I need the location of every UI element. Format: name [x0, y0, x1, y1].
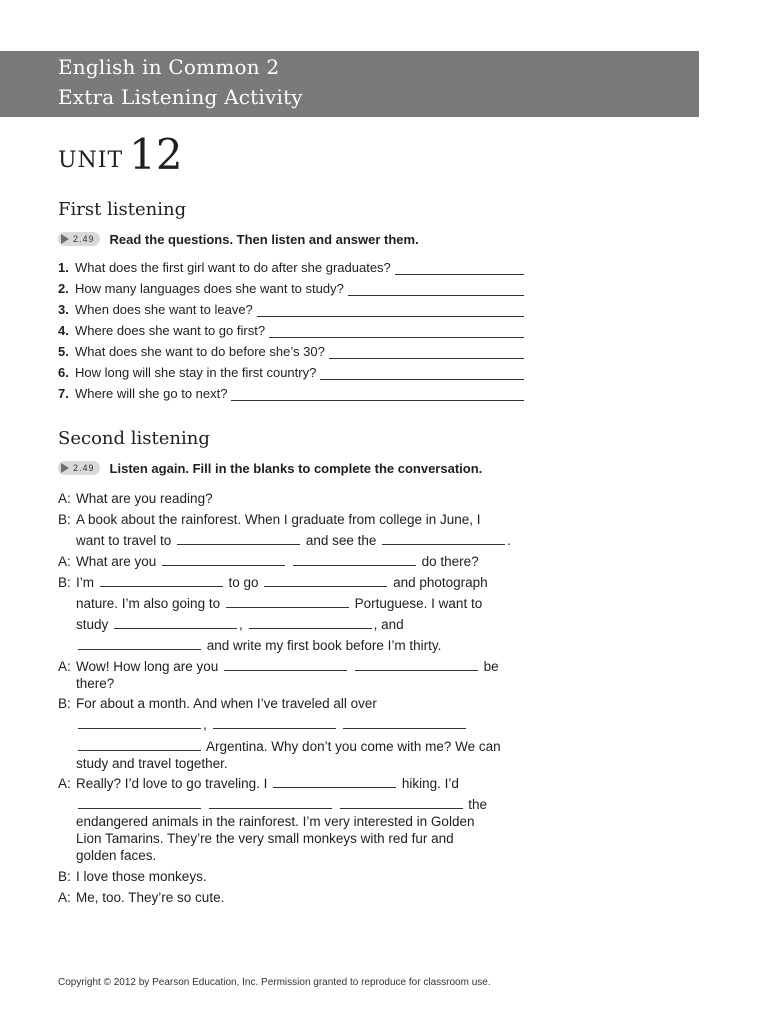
fill-blank[interactable]	[209, 796, 332, 809]
dialogue-text: endangered animals in the rainforest. I’m very interested in Golden	[76, 814, 475, 829]
dialogue-line	[58, 695, 377, 712]
dialogue-text: What are you reading?	[76, 491, 213, 506]
unit-word: UNIT	[58, 148, 124, 173]
dialogue-line	[76, 830, 454, 847]
dialogue-text: do there?	[421, 554, 479, 569]
fill-blank[interactable]	[78, 637, 201, 650]
question-text: How long will she stay in the first country?	[75, 365, 317, 380]
question-1	[58, 260, 524, 275]
dialogue-line	[58, 574, 488, 591]
question-text: What does the first girl want to do after she graduates?	[75, 260, 391, 275]
question-3	[58, 302, 524, 317]
audio-track-icon[interactable]	[58, 232, 100, 246]
fill-blank[interactable]	[177, 532, 300, 545]
dialogue-line	[76, 847, 156, 864]
dialogue-text: .	[507, 533, 511, 548]
dialogue-text: hiking. I’d	[401, 776, 459, 791]
dialogue-text: the	[468, 797, 488, 812]
speaker-label: A:	[58, 659, 71, 674]
dialogue-line	[58, 889, 224, 906]
speaker-label: A:	[58, 890, 71, 905]
dialogue-text: be	[483, 659, 499, 674]
dialogue-line	[76, 755, 228, 772]
question-text: When does she want to leave?	[75, 302, 253, 317]
answer-blank[interactable]	[269, 325, 524, 338]
fill-blank[interactable]	[382, 532, 505, 545]
question-number: 5.	[58, 344, 69, 359]
track-number: 2.49	[73, 463, 95, 473]
dialogue-line	[58, 775, 459, 792]
second-listening-heading: Second listening	[58, 428, 210, 449]
fill-blank[interactable]	[213, 716, 336, 729]
activity-title: Extra Listening Activity	[58, 85, 303, 109]
question-number: 4.	[58, 323, 69, 338]
dialogue-line	[76, 796, 487, 813]
fill-blank[interactable]	[226, 595, 349, 608]
dialogue-text: to go	[228, 575, 259, 590]
fill-blank[interactable]	[162, 553, 285, 566]
fill-blank[interactable]	[78, 738, 201, 751]
question-number: 3.	[58, 302, 69, 317]
answer-blank[interactable]	[329, 346, 524, 359]
question-5	[58, 344, 524, 359]
fill-blank[interactable]	[249, 616, 372, 629]
question-6	[58, 365, 524, 380]
answer-blank[interactable]	[231, 388, 524, 401]
dialogue-text: study and travel together.	[76, 756, 228, 771]
dialogue-line	[76, 595, 482, 612]
speaker-label: B:	[58, 696, 71, 711]
question-number: 6.	[58, 365, 69, 380]
speaker-label: A:	[58, 554, 71, 569]
answer-blank[interactable]	[320, 367, 524, 380]
unit-heading	[58, 130, 183, 179]
question-text: How many languages does she want to study?	[75, 281, 344, 296]
answer-blank[interactable]	[395, 262, 524, 275]
speaker-label: B:	[58, 575, 71, 590]
instruction-text: Listen again. Fill in the blanks to complete the conversation.	[109, 460, 483, 476]
dialogue-line	[76, 716, 468, 733]
speaker-label: B:	[58, 512, 71, 527]
dialogue-text: Portuguese. I want to	[354, 596, 483, 611]
dialogue-line	[76, 532, 511, 549]
answer-blank[interactable]	[257, 304, 524, 317]
dialogue-text: and photograph	[393, 575, 488, 590]
dialogue-text: A book about the rainforest. When I graduate from college in June, I	[76, 512, 481, 527]
dialogue-line	[58, 511, 481, 528]
dialogue-line	[58, 868, 207, 885]
speaker-label: B:	[58, 869, 71, 884]
fill-blank[interactable]	[78, 796, 201, 809]
audio-track-icon[interactable]	[58, 461, 100, 475]
dialogue-text: I love those monkeys.	[76, 869, 207, 884]
dialogue-text: Me, too. They’re so cute.	[76, 890, 225, 905]
dialogue-line	[58, 553, 479, 570]
dialogue-text: and write my first book before I’m thirty.	[206, 638, 442, 653]
dialogue-line	[58, 490, 213, 507]
dialogue-line	[58, 658, 499, 675]
question-text: Where does she want to go first?	[75, 323, 266, 338]
copyright-footer: Copyright © 2012 by Pearson Education, Inc. Permission granted to reproduce for classroom use.	[58, 977, 491, 988]
dialogue-text: Argentina. Why don’t you come with me? We can	[206, 739, 501, 754]
track-number: 2.49	[73, 234, 95, 244]
dialogue-text: Lion Tamarins. They’re the very small monkeys with red fur and	[76, 831, 454, 846]
dialogue-text: What are you	[76, 554, 157, 569]
fill-blank[interactable]	[343, 716, 466, 729]
question-2	[58, 281, 524, 296]
instruction-text: Read the questions. Then listen and answer them.	[109, 231, 419, 247]
speaker-label: A:	[58, 776, 71, 791]
dialogue-text: Really? I’d love to go traveling. I	[76, 776, 268, 791]
dialogue-text: Wow! How long are you	[76, 659, 219, 674]
dialogue-line	[76, 637, 441, 654]
first-listening-heading: First listening	[58, 199, 187, 220]
question-text: Where will she go to next?	[75, 386, 228, 401]
fill-blank[interactable]	[100, 574, 223, 587]
dialogue-line	[76, 675, 114, 692]
first-instruction	[58, 230, 419, 248]
dialogue-line	[76, 616, 404, 633]
dialogue-text: ,	[239, 617, 243, 632]
second-instruction	[58, 459, 482, 477]
question-7	[58, 386, 524, 401]
dialogue-line	[76, 738, 501, 755]
fill-blank[interactable]	[114, 616, 237, 629]
fill-blank[interactable]	[273, 775, 396, 788]
fill-blank[interactable]	[224, 658, 347, 671]
dialogue-line	[76, 813, 474, 830]
dialogue-text: For about a month. And when I’ve traveled all over	[76, 696, 377, 711]
dialogue-text: study	[76, 617, 109, 632]
dialogue-text: I’m	[76, 575, 94, 590]
fill-blank[interactable]	[293, 553, 416, 566]
dialogue-text: and see the	[305, 533, 377, 548]
dialogue-text: there?	[76, 676, 115, 691]
answer-blank[interactable]	[348, 283, 524, 296]
unit-number: 12	[129, 130, 183, 179]
question-4	[58, 323, 524, 338]
header-banner	[0, 51, 699, 117]
fill-blank[interactable]	[340, 796, 463, 809]
dialogue-text: , and	[373, 617, 404, 632]
question-text: What does she want to do before she’s 30?	[75, 344, 325, 359]
question-number: 2.	[58, 281, 69, 296]
dialogue-text: want to travel to	[76, 533, 172, 548]
fill-blank[interactable]	[355, 658, 478, 671]
book-title: English in Common 2	[58, 55, 280, 79]
fill-blank[interactable]	[78, 716, 201, 729]
dialogue-text: ,	[203, 717, 207, 732]
dialogue-text: nature. I’m also going to	[76, 596, 221, 611]
dialogue-text: golden faces.	[76, 848, 157, 863]
question-number: 1.	[58, 260, 69, 275]
speaker-label: A:	[58, 491, 71, 506]
question-number: 7.	[58, 386, 69, 401]
fill-blank[interactable]	[264, 574, 387, 587]
